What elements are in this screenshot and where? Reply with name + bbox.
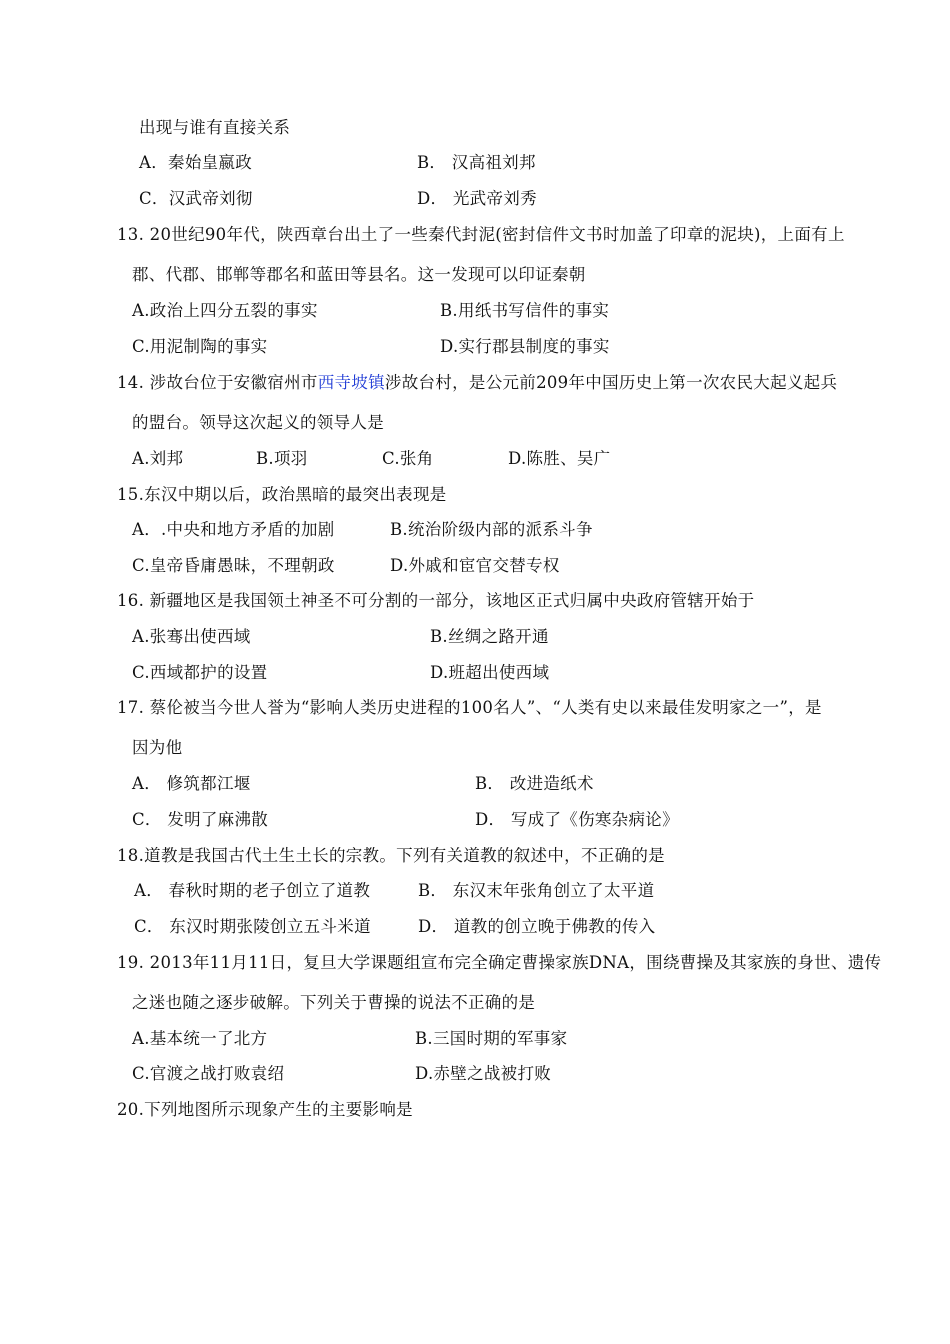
q13-option-d: D.实行郡县制度的事实 xyxy=(440,337,610,356)
q17-stem-line1: 17. 蔡伦被当今世人誉为“影响人类历史进程的100名人”、“人类有史以来最佳发明家之一”，是 xyxy=(117,698,822,717)
q18-option-a: A． 春秋时期的老子创立了道教 xyxy=(134,881,371,900)
q15-option-c: C.皇帝昏庸愚昧，不理朝政 xyxy=(132,556,335,575)
q14-stem-post: 涉故台村，是公元前209年中国历史上第一次农民大起义起兵 xyxy=(384,373,838,392)
q18-option-d: D． 道教的创立晚于佛教的传入 xyxy=(418,917,656,936)
q14-stem-pre: 14. 涉故台位于安徽宿州市 xyxy=(117,373,318,392)
q19-stem-line2: 之迷也随之逐步破解。下列关于曹操的说法不正确的是 xyxy=(132,993,536,1012)
q14-option-b: B.项羽 xyxy=(256,449,308,468)
q14-stem-line2: 的盟台。领导这次起义的领导人是 xyxy=(132,413,384,432)
q16-option-d: D.班超出使西域 xyxy=(430,663,550,682)
q17-stem-line2: 因为他 xyxy=(132,738,183,757)
q16-option-b: B.丝绸之路开通 xyxy=(430,627,549,646)
q17-option-b: B． 改进造纸术 xyxy=(475,774,594,793)
q16-option-c: C.西域都护的设置 xyxy=(132,663,268,682)
q13-option-c: C.用泥制陶的事实 xyxy=(132,337,268,356)
q16-stem: 16. 新疆地区是我国领土神圣不可分割的一部分，该地区正式归属中央政府管辖开始于 xyxy=(117,591,755,610)
q14-stem-line1 xyxy=(117,372,837,394)
q16-option-a: A.张骞出使西域 xyxy=(132,627,251,646)
q19-option-b: B.三国时期的军事家 xyxy=(415,1029,568,1048)
q14-place-link[interactable]: 西寺坡镇 xyxy=(317,373,385,392)
q15-option-b: B.统治阶级内部的派系斗争 xyxy=(390,520,593,539)
q19-option-c: C.官渡之战打败袁绍 xyxy=(132,1064,285,1083)
q14-option-c: C.张角 xyxy=(382,449,434,468)
q15-option-d: D.外戚和宦官交替专权 xyxy=(390,556,560,575)
q17-option-a: A． 修筑都江堰 xyxy=(132,774,251,793)
q18-option-c: C． 东汉时期张陵创立五斗米道 xyxy=(134,917,371,936)
q18-stem: 18.道教是我国古代土生土长的宗教。下列有关道教的叙述中，不正确的是 xyxy=(117,846,665,865)
q12-option-a: A．秦始皇嬴政 xyxy=(139,153,253,172)
q19-option-d: D.赤壁之战被打败 xyxy=(415,1064,552,1083)
q12-stem-continued: 出现与谁有直接关系 xyxy=(139,118,291,137)
q12-option-c: C．汉武帝刘彻 xyxy=(139,189,253,208)
q20-stem: 20.下列地图所示现象产生的主要影响是 xyxy=(117,1100,413,1119)
q13-stem-line1: 13. 20世纪90年代，陕西章台出土了一些秦代封泥(密封信件文书时加盖了印章的泥块)，上面有上 xyxy=(117,225,845,244)
q14-option-a: A.刘邦 xyxy=(132,449,184,468)
q13-option-a: A.政治上四分五裂的事实 xyxy=(132,301,318,320)
q13-option-b: B.用纸书写信件的事实 xyxy=(440,301,610,320)
q18-option-b: B． 东汉末年张角创立了太平道 xyxy=(418,881,655,900)
q15-stem: 15.东汉中期以后，政治黑暗的最突出表现是 xyxy=(117,485,447,504)
q12-option-b: B． 汉高祖刘邦 xyxy=(417,153,536,172)
q12-option-d: D． 光武帝刘秀 xyxy=(417,189,537,208)
q14-option-d: D.陈胜、吴广 xyxy=(508,449,611,468)
q19-stem-line1: 19. 2013年11月11日，复旦大学课题组宣布完全确定曹操家族DNA，围绕曹操及其家族的身世、遗传 xyxy=(117,953,882,972)
q15-option-a: A．.中央和地方矛盾的加剧 xyxy=(132,520,335,539)
q19-option-a: A.基本统一了北方 xyxy=(132,1029,268,1048)
q17-option-c: C． 发明了麻沸散 xyxy=(132,810,269,829)
q17-option-d: D． 写成了《伤寒杂病论》 xyxy=(475,810,679,829)
q13-stem-line2: 郡、代郡、邯郸等郡名和蓝田等县名。这一发现可以印证秦朝 xyxy=(132,265,586,284)
